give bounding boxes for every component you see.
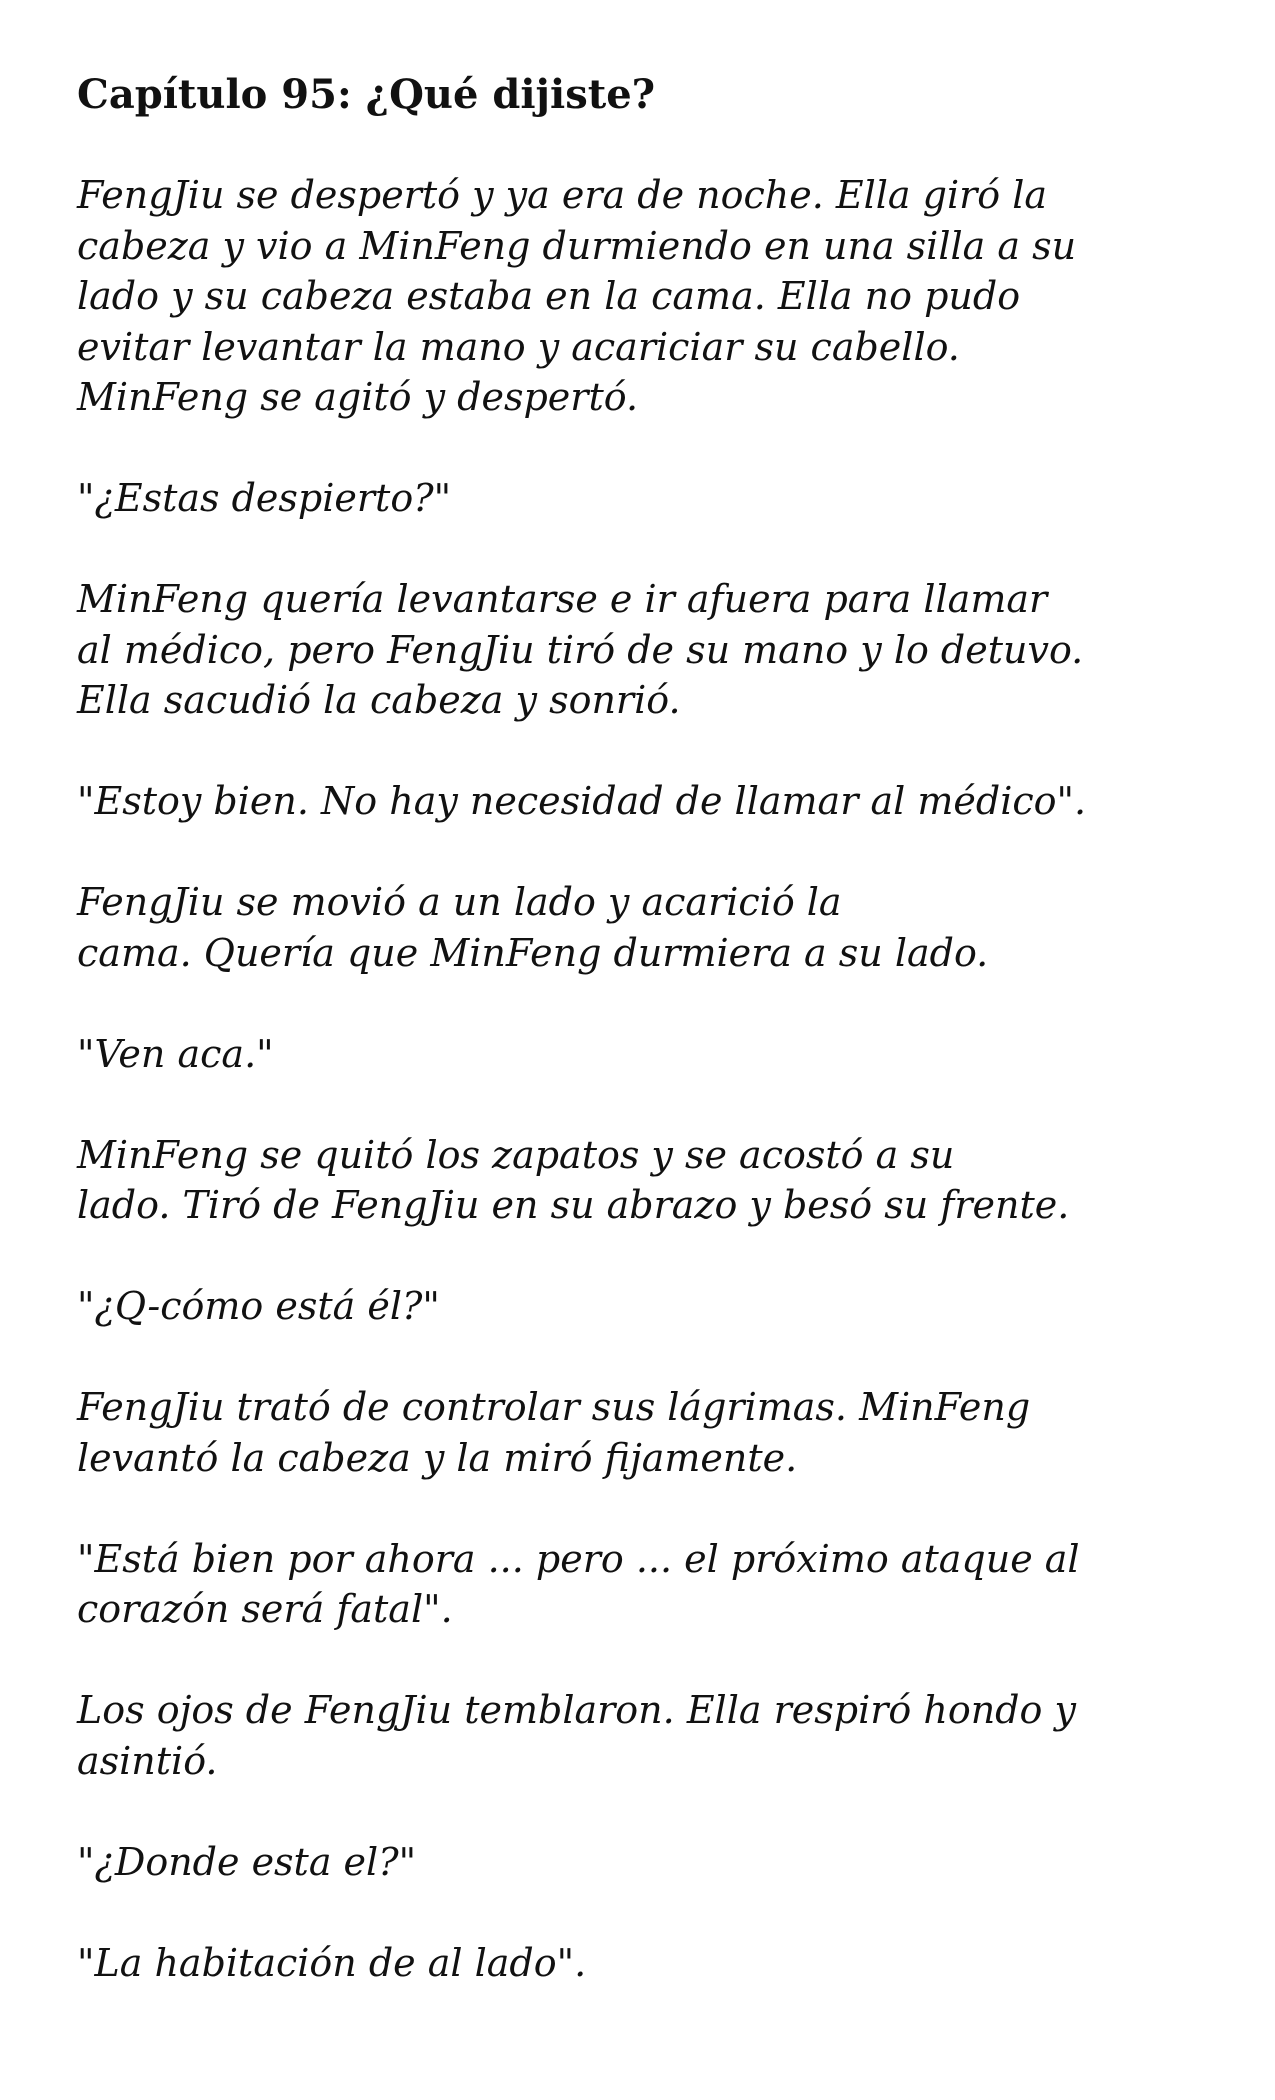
text-line: Ella sacudió la cabeza y sonrió. bbox=[77, 678, 681, 722]
text-line: Los ojos de FengJiu temblaron. Ella respiró hondo y bbox=[77, 1688, 1076, 1732]
dialogue-2 bbox=[77, 776, 1217, 827]
document-page bbox=[77, 70, 1217, 2039]
dialogue-1 bbox=[77, 473, 1217, 524]
dialogue-line: "Está bien por ahora ... pero ... el próximo ataque al bbox=[77, 1536, 1080, 1581]
text-line: cabeza y vio a MinFeng durmiendo en una silla a su bbox=[77, 223, 1077, 268]
paragraph-3 bbox=[77, 877, 1217, 978]
paragraph-5 bbox=[77, 1382, 1217, 1483]
dialogue-4 bbox=[77, 1281, 1217, 1332]
dialogue-line: "Estoy bien. No hay necesidad de llamar al médico". bbox=[77, 779, 1087, 823]
dialogue-7 bbox=[77, 1938, 1217, 1989]
text-line: cama. Quería que MinFeng durmiera a su lado. bbox=[77, 930, 989, 975]
dialogue-line: corazón será fatal". bbox=[77, 1587, 453, 1631]
dialogue-6 bbox=[77, 1837, 1217, 1888]
text-line: lado. Tiró de FengJiu en su abrazo y besó su frente. bbox=[77, 1183, 1070, 1227]
dialogue-line: "La habitación de al lado". bbox=[77, 1940, 587, 1985]
text-line: levantó la cabeza y la miró fijamente. bbox=[77, 1435, 798, 1480]
text-line: FengJiu trató de controlar sus lágrimas. MinFeng bbox=[77, 1385, 1031, 1429]
dialogue-line: "Ven aca." bbox=[77, 1031, 274, 1076]
paragraph-1 bbox=[77, 170, 1217, 423]
paragraph-2 bbox=[77, 574, 1217, 726]
dialogue-line: "¿Q-cómo está él?" bbox=[77, 1284, 440, 1328]
paragraph-6 bbox=[77, 1685, 1217, 1786]
text-line: FengJiu se despertó y ya era de noche. Ella giró la bbox=[77, 173, 1048, 217]
text-line: al médico, pero FengJiu tiró de su mano y lo detuvo. bbox=[77, 627, 1084, 672]
text-line: MinFeng se quitó los zapatos y se acostó a su bbox=[77, 1132, 955, 1177]
paragraph-4 bbox=[77, 1130, 1217, 1231]
text-line: asintió. bbox=[77, 1738, 218, 1783]
chapter-title: Capítulo 95: ¿Qué dijiste? bbox=[77, 71, 656, 118]
text-line: evitar levantar la mano y acariciar su cabello. bbox=[77, 324, 960, 369]
dialogue-line: "¿Donde esta el?" bbox=[77, 1839, 417, 1884]
text-line: MinFeng quería levantarse e ir afuera para llamar bbox=[77, 577, 1048, 621]
dialogue-line: "¿Estas despierto?" bbox=[77, 476, 452, 520]
dialogue-3 bbox=[77, 1029, 1217, 1080]
text-line: lado y su cabeza estaba en la cama. Ella no pudo bbox=[77, 274, 1021, 318]
text-line: MinFeng se agitó y despertó. bbox=[77, 375, 639, 419]
text-line: FengJiu se movió a un lado y acarició la bbox=[77, 880, 842, 924]
dialogue-5 bbox=[77, 1534, 1217, 1635]
